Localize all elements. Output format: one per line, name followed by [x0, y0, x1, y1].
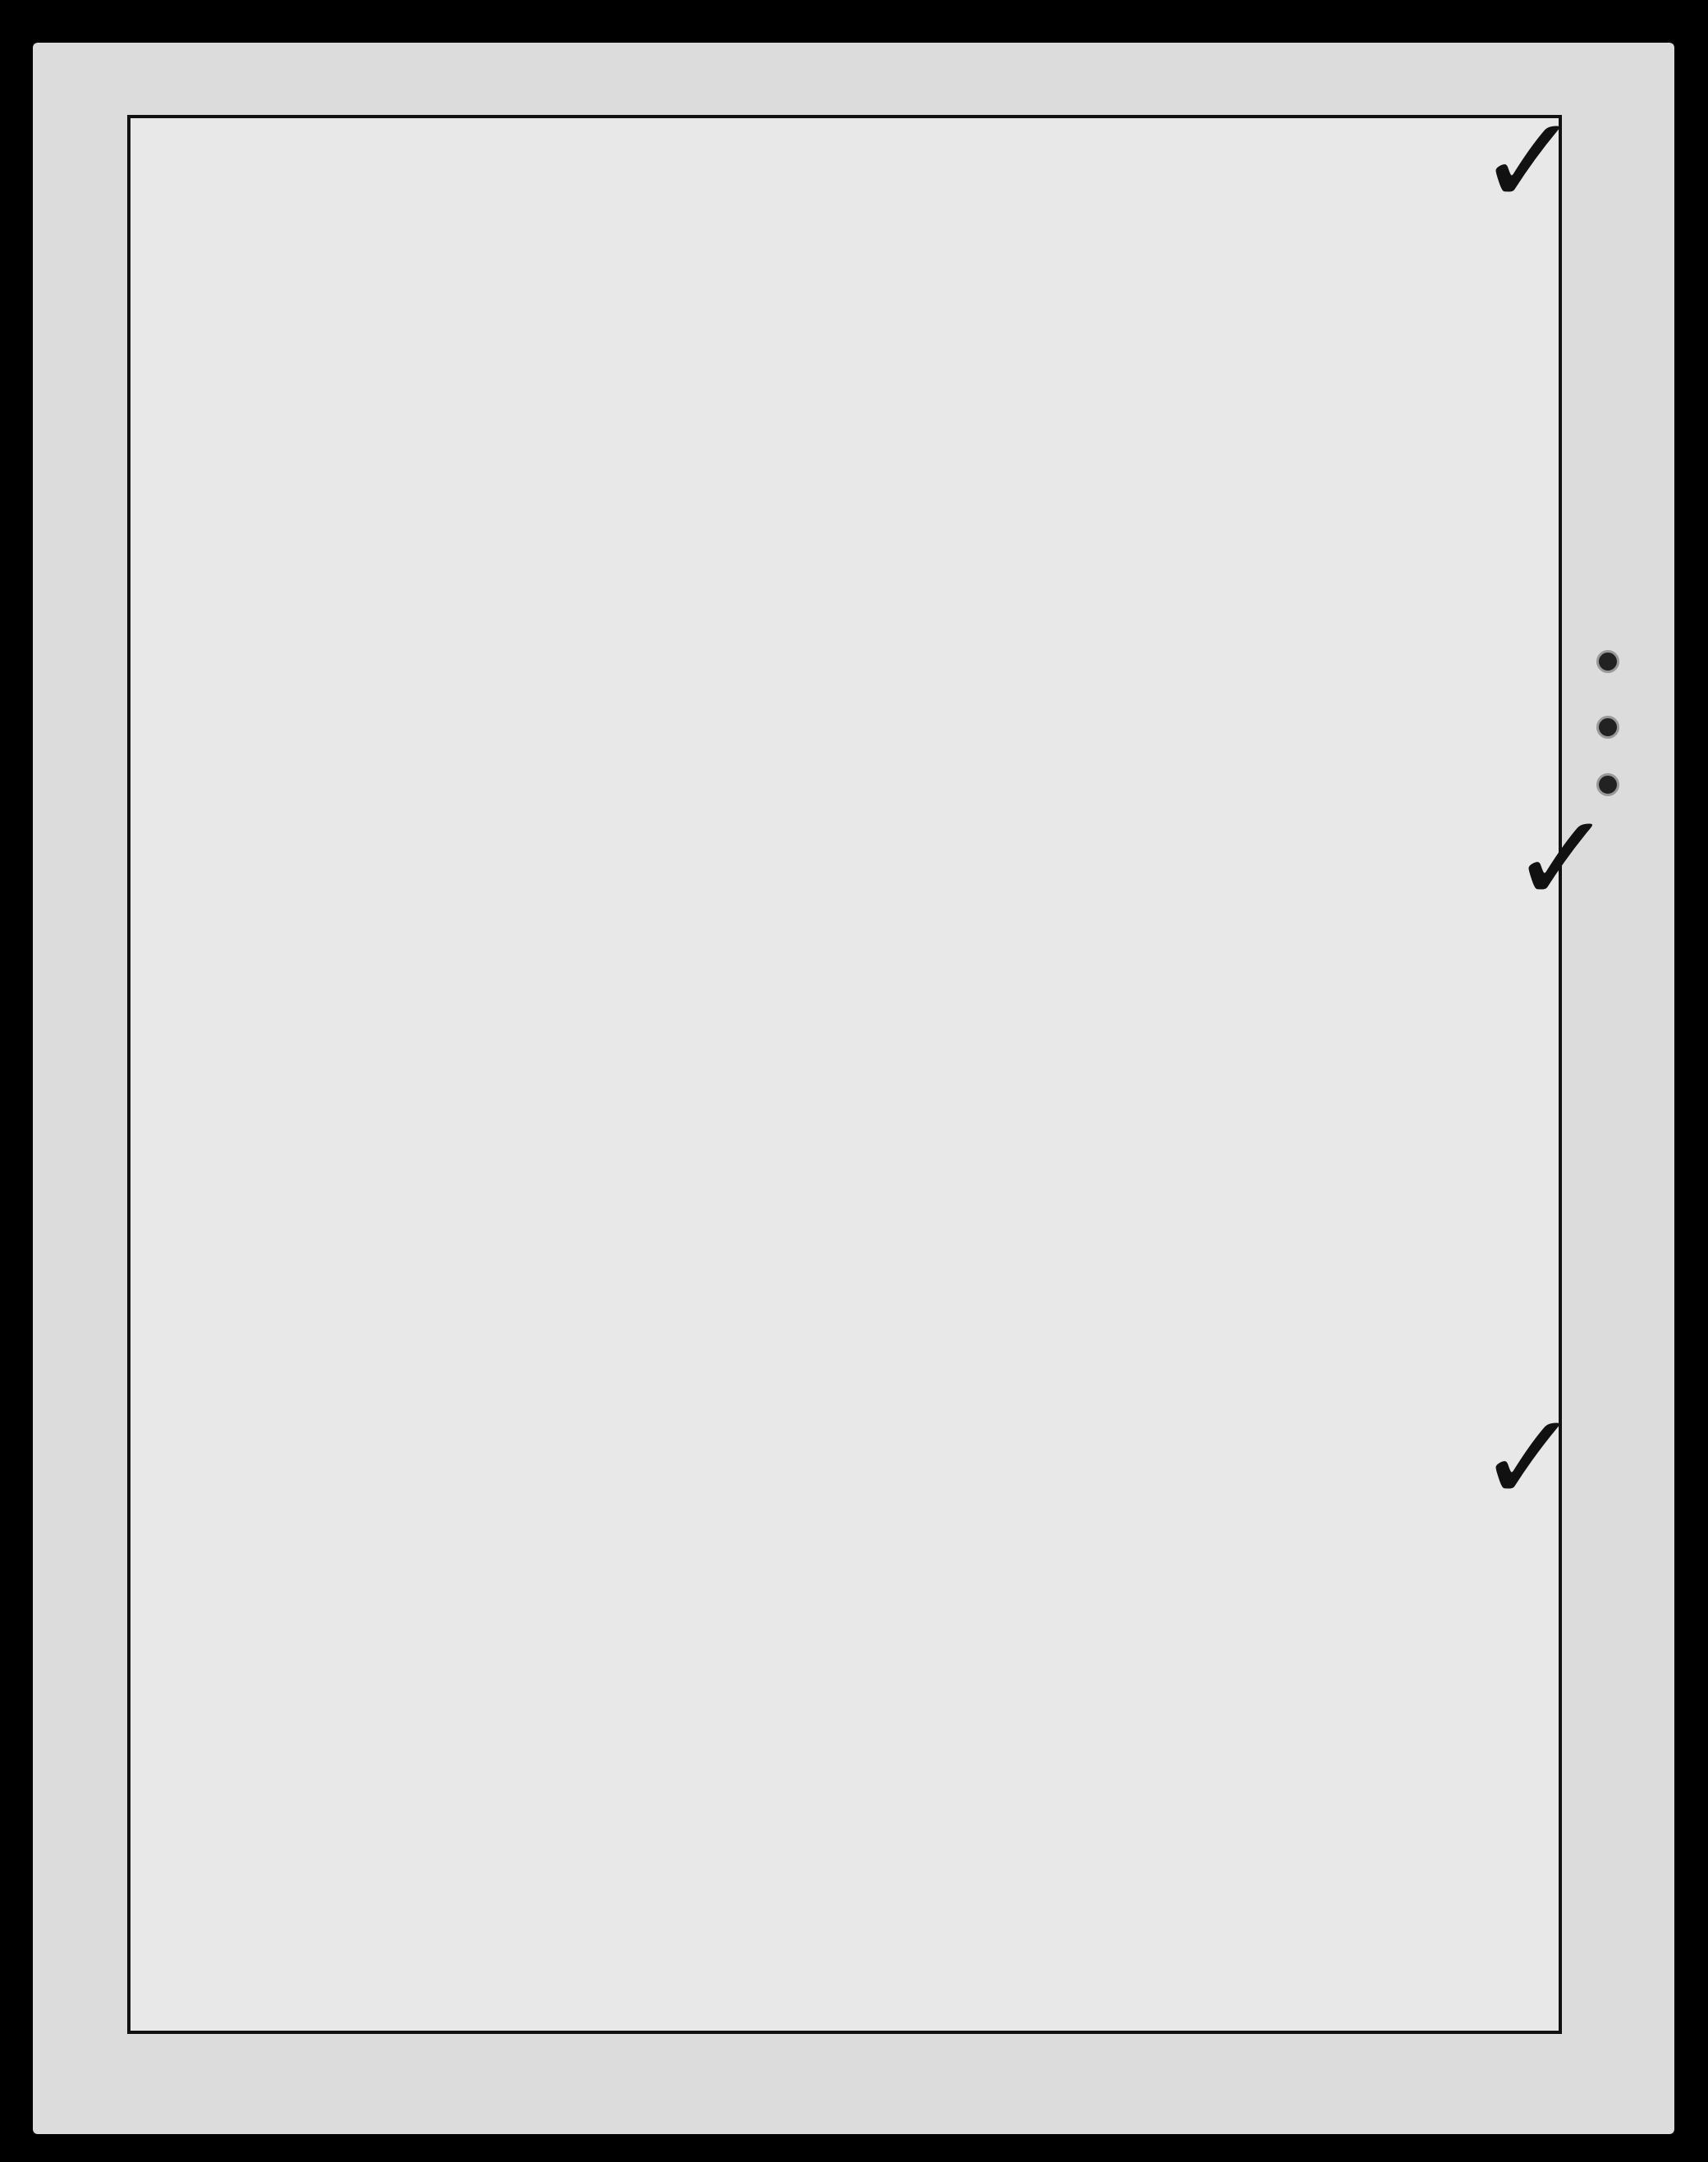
punch-hole: [1596, 716, 1619, 739]
registration-form: [127, 115, 1562, 2034]
punch-hole: [1596, 650, 1619, 673]
checkmark-icon: ✓: [1477, 1387, 1581, 1530]
checkmark-icon: ✓: [1510, 788, 1614, 931]
checkmark-icon: ✓: [1477, 90, 1581, 233]
